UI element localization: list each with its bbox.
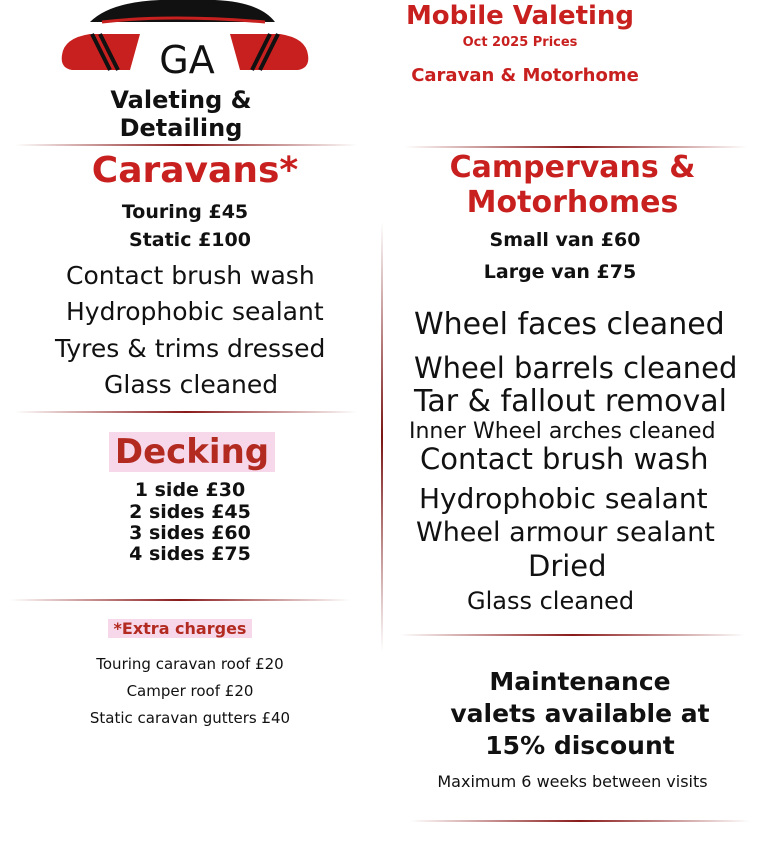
logo xyxy=(50,0,320,142)
decking-price: 3 sides £60 xyxy=(129,522,251,544)
campervans-price-large: Large van £75 xyxy=(483,261,637,283)
divider-vertical xyxy=(381,222,383,652)
caravans-price-touring: Touring £45 xyxy=(121,201,249,223)
campervans-title-line2: Motorhomes xyxy=(466,185,679,220)
header-title: Mobile Valeting xyxy=(405,1,635,31)
decking-price: 2 sides £45 xyxy=(129,501,251,523)
campervans-price-small: Small van £60 xyxy=(489,229,641,251)
divider-left-low xyxy=(10,599,350,601)
header-subtitle: Caravan & Motorhome xyxy=(411,65,639,86)
decking-title-wrap xyxy=(94,432,290,472)
campervans-service: Wheel barrels cleaned xyxy=(414,351,738,385)
campervans-service: Glass cleaned xyxy=(467,587,635,615)
extras-item: Touring caravan roof £20 xyxy=(96,655,284,673)
header-date: Oct 2025 Prices xyxy=(462,35,578,50)
campervans-service: Wheel faces cleaned xyxy=(414,307,725,342)
logo-subtitle: Valeting & Detailing xyxy=(110,86,252,142)
campervans-service: Contact brush wash xyxy=(420,442,709,476)
divider-right-bottom xyxy=(410,820,750,822)
caravans-service: Tyres & trims dressed xyxy=(55,334,326,363)
maintenance-line3: 15% discount xyxy=(485,731,675,760)
decking-price: 1 side £30 xyxy=(134,479,246,501)
divider-left-mid xyxy=(15,411,357,413)
extras-item: Camper roof £20 xyxy=(126,682,254,700)
extras-title: *Extra charges xyxy=(108,619,253,638)
caravans-service: Contact brush wash xyxy=(66,261,315,290)
extras-item: Static caravan gutters £40 xyxy=(89,709,291,727)
campervans-title-line1: Campervans & xyxy=(449,150,696,185)
logo-mark: GA xyxy=(159,38,215,82)
maintenance-line1: Maintenance xyxy=(489,667,671,696)
campervans-service: Dried xyxy=(528,549,607,583)
divider-left-top xyxy=(15,144,357,146)
maintenance-note: Maximum 6 weeks between visits xyxy=(437,772,708,791)
decking-price: 4 sides £75 xyxy=(129,543,251,565)
caravans-price-static: Static £100 xyxy=(129,229,251,251)
caravans-service: Glass cleaned xyxy=(104,370,279,399)
caravans-title: Caravans* xyxy=(91,150,299,191)
campervans-service: Wheel armour sealant xyxy=(416,517,715,548)
campervans-service: Hydrophobic sealant xyxy=(419,482,708,515)
extras-title-wrap xyxy=(80,619,280,638)
decking-title: Decking xyxy=(109,432,275,472)
divider-right-top xyxy=(405,146,747,148)
caravans-service: Hydrophobic sealant xyxy=(66,297,324,326)
campervans-service: Tar & fallout removal xyxy=(414,384,728,419)
campervans-service: Inner Wheel arches cleaned xyxy=(409,419,716,444)
divider-right-mid xyxy=(400,634,745,636)
maintenance-line2: valets available at xyxy=(450,699,710,728)
